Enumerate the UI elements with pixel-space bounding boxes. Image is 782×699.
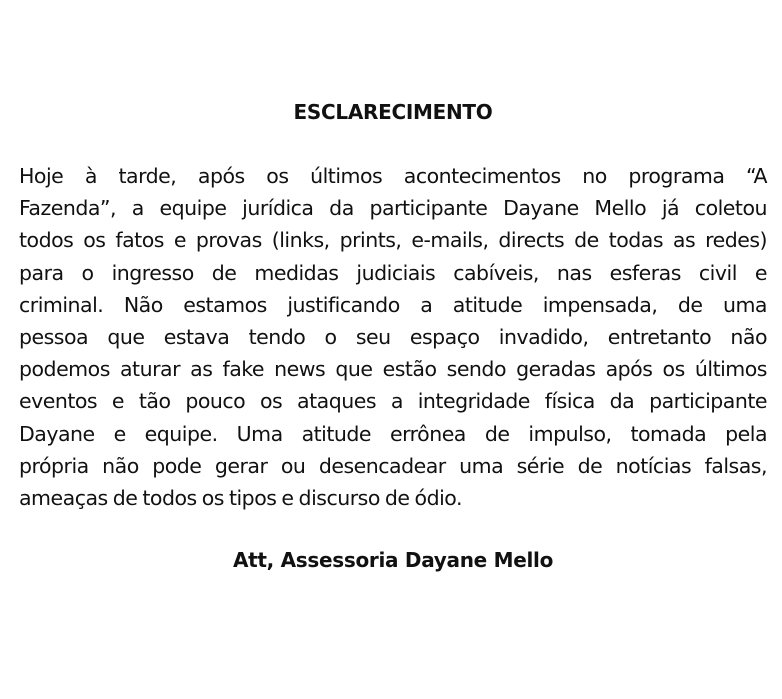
body-line: Hoje à tarde, após os últimos acontecimentos no programa “A (19, 164, 767, 188)
body-line: própria não pode gerar ou desencadear uma série de notícias falsas, (19, 453, 767, 478)
body-line: Fazenda”, a equipe jurídica da participante Dayane Mello já coletou (19, 196, 767, 221)
body-line: eventos e tão pouco os ataques a integridade física da participante (19, 389, 767, 414)
document-title: ESCLARECIMENTO (293, 100, 493, 124)
body-line: pessoa que estava tendo o seu espaço invadido, entretanto não (19, 325, 767, 350)
signature: Att, Assessoria Dayane Mello (232, 548, 554, 572)
body-line: para o ingresso de medidas judiciais cabíveis, nas esferas civil e (19, 260, 767, 285)
body-line: todos os fatos e provas (links, prints, e-mails, directs de todas as redes) (19, 228, 767, 253)
body-line: Dayane e equipe. Uma atitude errônea de impulso, tomada pela (19, 421, 767, 446)
body-line: criminal. Não estamos justificando a atitude impensada, de uma (19, 292, 767, 317)
document-body (19, 160, 767, 514)
body-line: podemos aturar as fake news que estão sendo geradas após os últimos (19, 357, 767, 382)
body-line-last: ameaças de todos os tipos e discurso de ódio. (19, 486, 462, 511)
